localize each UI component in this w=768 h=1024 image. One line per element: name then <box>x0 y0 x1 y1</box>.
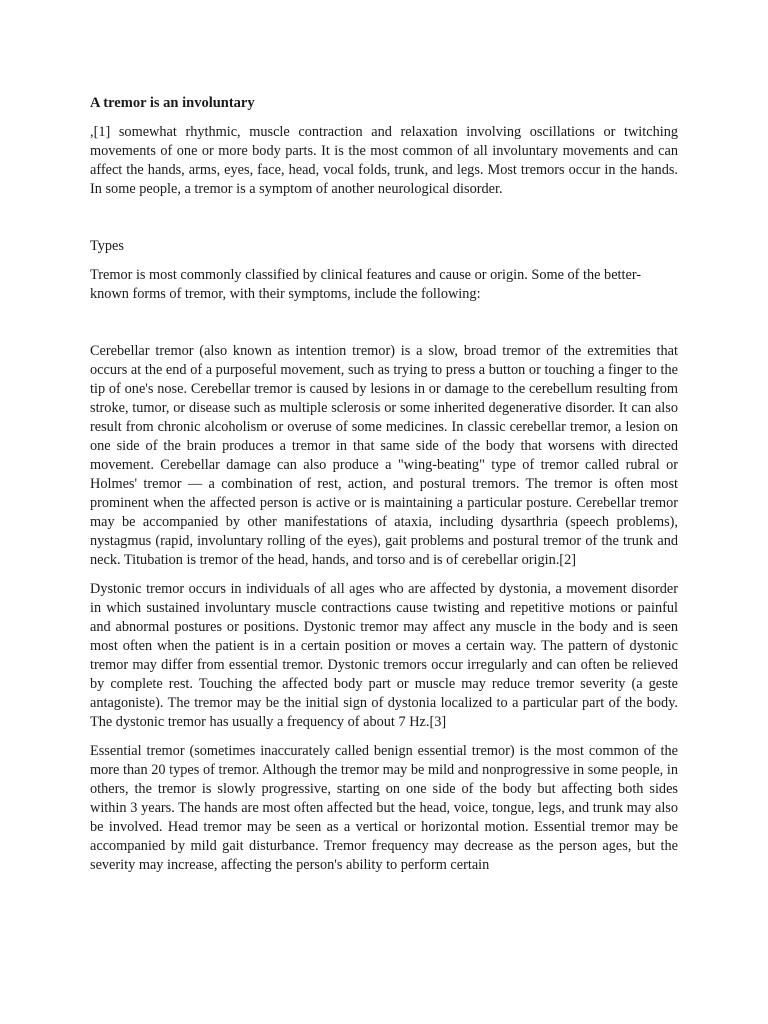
document-page <box>90 94 678 885</box>
document-heading: A tremor is an involuntary <box>90 95 255 111</box>
lead-paragraph: Tremor is most commonly classified by clinical features and cause or origin. Some of the better-known forms of tremor, with their symptoms, include the following: <box>90 267 642 302</box>
intro-paragraph: ,[1] somewhat rhythmic, muscle contraction and relaxation involving oscillations or twitching movements of one or more body parts. It is the most common of all involuntary movements and can affect the hands, arms, eyes, face, head, vocal folds, trunk, and legs. Most tremors occur in the hands. In some people, a tremor is a symptom of another neurological disorder. <box>90 124 678 197</box>
paragraph-dystonic-tremor: Dystonic tremor occurs in individuals of all ages who are affected by dystonia, a movement disorder in which sustained involuntary muscle contractions cause twisting and repetitive motions or painful and abnormal postures or positions. Dystonic tremor may affect any muscle in the body and is seen most often when the patient is in a certain position or moves a certain way. The pattern of dystonic tremor may differ from essential tremor. Dystonic tremors occur irregularly and can often be relieved by complete rest. Touching the affected body part or muscle may reduce tremor severity (a geste antagoniste). The tremor may be the initial sign of dystonia localized to a particular part of the body. The dystonic tremor has usually a frequency of about 7 Hz.[3] <box>90 581 678 730</box>
paragraph-essential-tremor: Essential tremor (sometimes inaccurately called benign essential tremor) is the most common of the more than 20 types of tremor. Although the tremor may be mild and nonprogressive in some people, in others, the tremor is slowly progressive, starting on one side of the body but affecting both sides within 3 years. The hands are most often affected but the head, voice, tongue, legs, and trunk may also be involved. Head tremor may be seen as a vertical or horizontal motion. Essential tremor may be accompanied by mild gait disturbance. Tremor frequency may decrease as the person ages, but the severity may increase, affecting the person's ability to perform certain <box>90 743 678 873</box>
section-title-types: Types <box>90 238 124 254</box>
paragraph-cerebellar-tremor: Cerebellar tremor (also known as intention tremor) is a slow, broad tremor of the extremities that occurs at the end of a purposeful movement, such as trying to press a button or touching a finger to the tip of one's nose. Cerebellar tremor is caused by lesions in or damage to the cerebellum resulting from stroke, tumor, or disease such as multiple sclerosis or some inherited degenerative disorder. It can also result from chronic alcoholism or overuse of some medicines. In classic cerebellar tremor, a lesion on one side of the brain produces a tremor in that same side of the body that worsens with directed movement. Cerebellar damage can also produce a "wing-beating" type of tremor called rubral or Holmes' tremor — a combination of rest, action, and postural tremors. The tremor is often most prominent when the affected person is active or is maintaining a particular posture. Cerebellar tremor may be accompanied by other manifestations of ataxia, including dysarthria (speech problems), nystagmus (rapid, involuntary rolling of the eyes), gait problems and postural tremor of the trunk and neck. Titubation is tremor of the head, hands, and torso and is of cerebellar origin.[2] <box>90 343 678 568</box>
